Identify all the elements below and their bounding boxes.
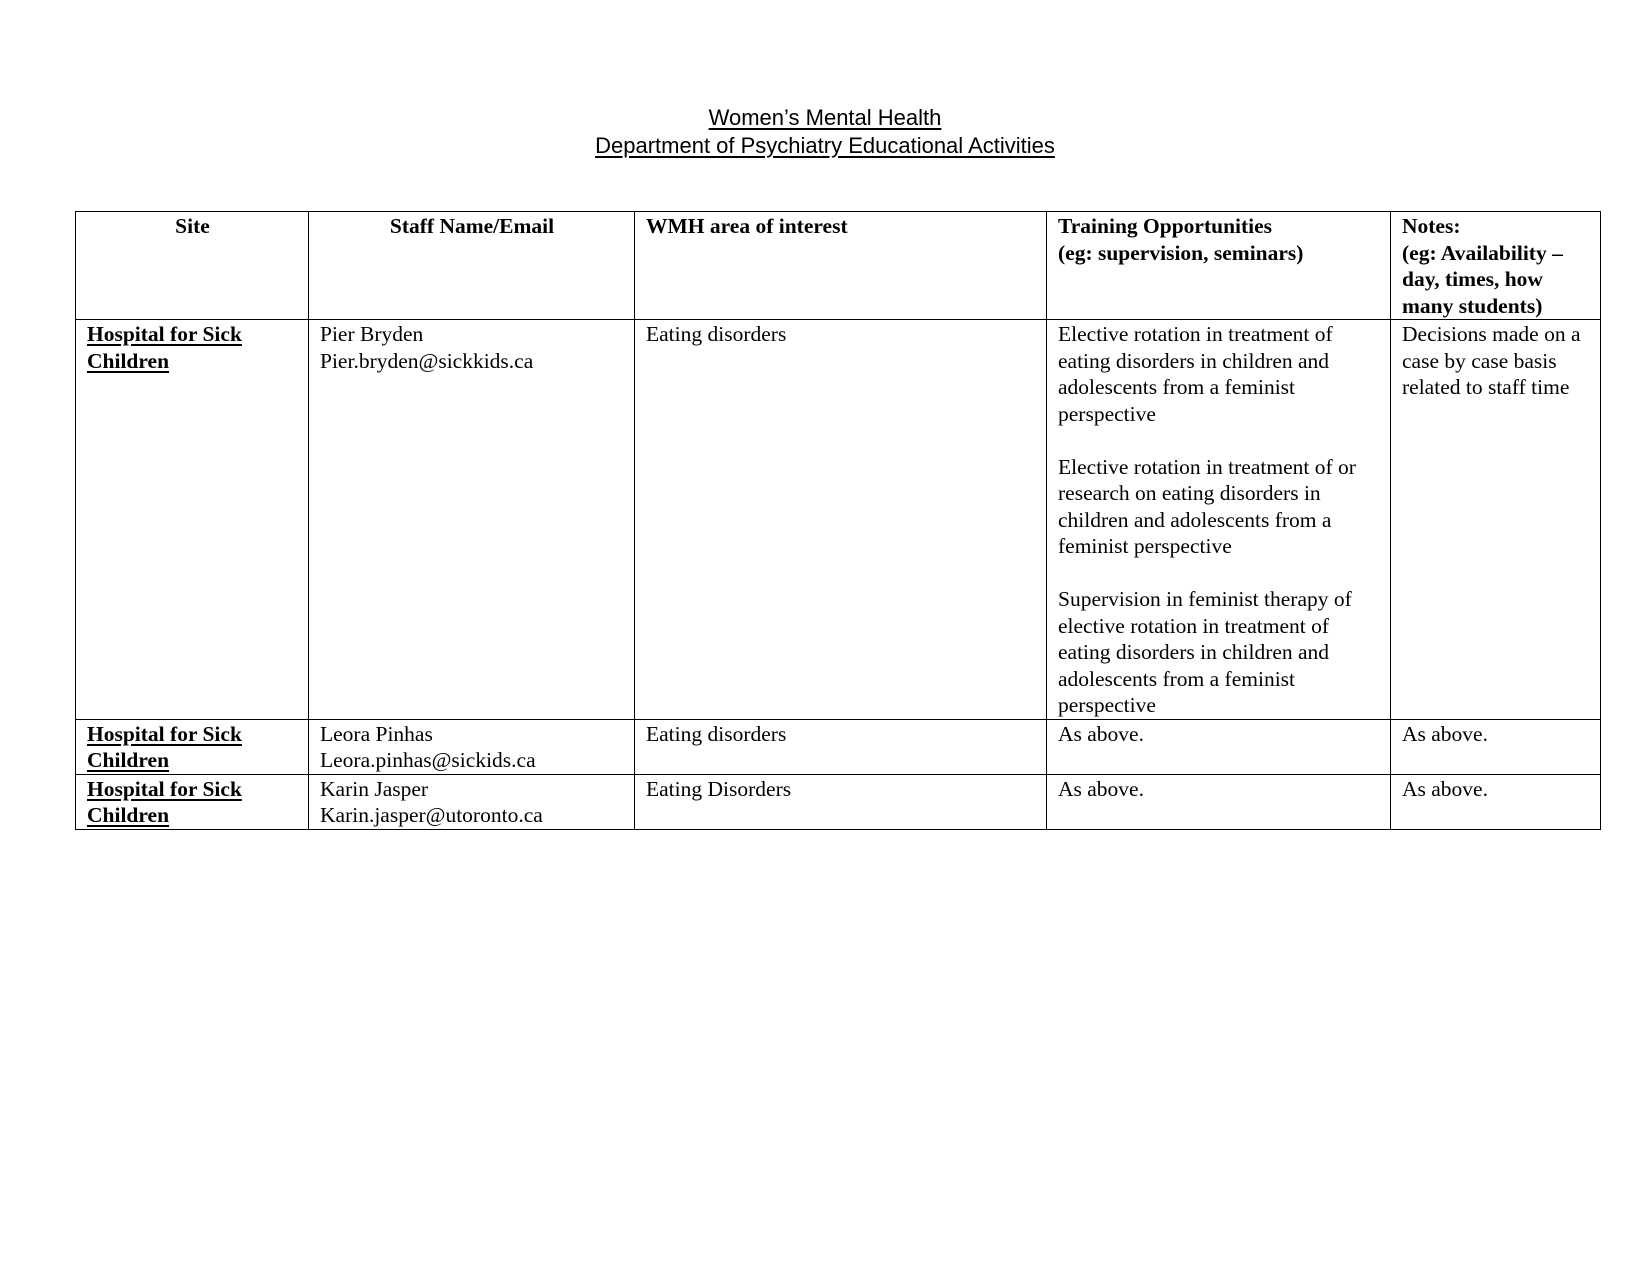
staff-name: Karin Jasper: [320, 776, 429, 801]
site-link[interactable]: Hospital for Sick Children: [87, 776, 242, 827]
header-training-example: (eg: supervision, seminars): [1058, 240, 1304, 265]
site-cell: [76, 320, 309, 720]
site-link[interactable]: Hospital for Sick Children: [87, 721, 242, 772]
site-link[interactable]: Hospital for Sick Children: [87, 322, 242, 373]
training-cell: [1047, 320, 1391, 720]
staff-cell: [309, 774, 635, 829]
table-header-row: [76, 212, 1601, 320]
header-staff: Staff Name/Email: [309, 212, 635, 320]
header-notes-example-1: (eg: Availability –: [1402, 240, 1563, 265]
staff-name: Leora Pinhas: [320, 721, 433, 746]
notes-cell: As above.: [1391, 774, 1601, 829]
staff-cell: [309, 320, 635, 720]
header-notes-title: Notes:: [1402, 214, 1461, 238]
document-title-block: [0, 104, 1650, 160]
interest-cell: Eating Disorders: [635, 774, 1047, 829]
staff-cell: [309, 719, 635, 774]
training-item: Elective rotation in treatment of or research on eating disorders in children and adolescents from a feminist perspective: [1058, 454, 1356, 558]
document-title: Women’s Mental Health: [708, 105, 942, 130]
staff-email: Karin.jasper@utoronto.ca: [320, 803, 543, 827]
header-notes-example-2: day, times, how: [1402, 267, 1543, 291]
training-cell: As above.: [1047, 774, 1391, 829]
header-notes: [1391, 212, 1601, 320]
staff-email: Pier.bryden@sickkids.ca: [320, 348, 534, 373]
staff-email: Leora.pinhas@sickids.ca: [320, 748, 536, 772]
notes-cell: Decisions made on a case by case basis related to staff time: [1391, 320, 1601, 720]
header-training: [1047, 212, 1391, 320]
notes-cell: As above.: [1391, 719, 1601, 774]
training-item: Supervision in feminist therapy of elective rotation in treatment of eating disorders in children and adolescents from a feminist perspective: [1058, 587, 1352, 717]
table-row: [76, 320, 1601, 720]
header-site: Site: [76, 212, 309, 320]
site-cell: [76, 774, 309, 829]
table-row: [76, 774, 1601, 829]
header-notes-example-3: many students): [1402, 293, 1543, 318]
interest-cell: Eating disorders: [635, 719, 1047, 774]
activities-table: [75, 211, 1601, 830]
interest-cell: Eating disorders: [635, 320, 1047, 720]
training-cell: As above.: [1047, 719, 1391, 774]
header-interest: WMH area of interest: [635, 212, 1047, 320]
staff-name: Pier Bryden: [320, 322, 424, 346]
training-item: Elective rotation in treatment of eating disorders in children and adolescents from a feminist perspective: [1058, 322, 1333, 426]
header-training-title: Training Opportunities: [1058, 214, 1273, 238]
site-cell: [76, 719, 309, 774]
table-row: [76, 719, 1601, 774]
document-subtitle: Department of Psychiatry Educational Activities: [595, 133, 1055, 158]
